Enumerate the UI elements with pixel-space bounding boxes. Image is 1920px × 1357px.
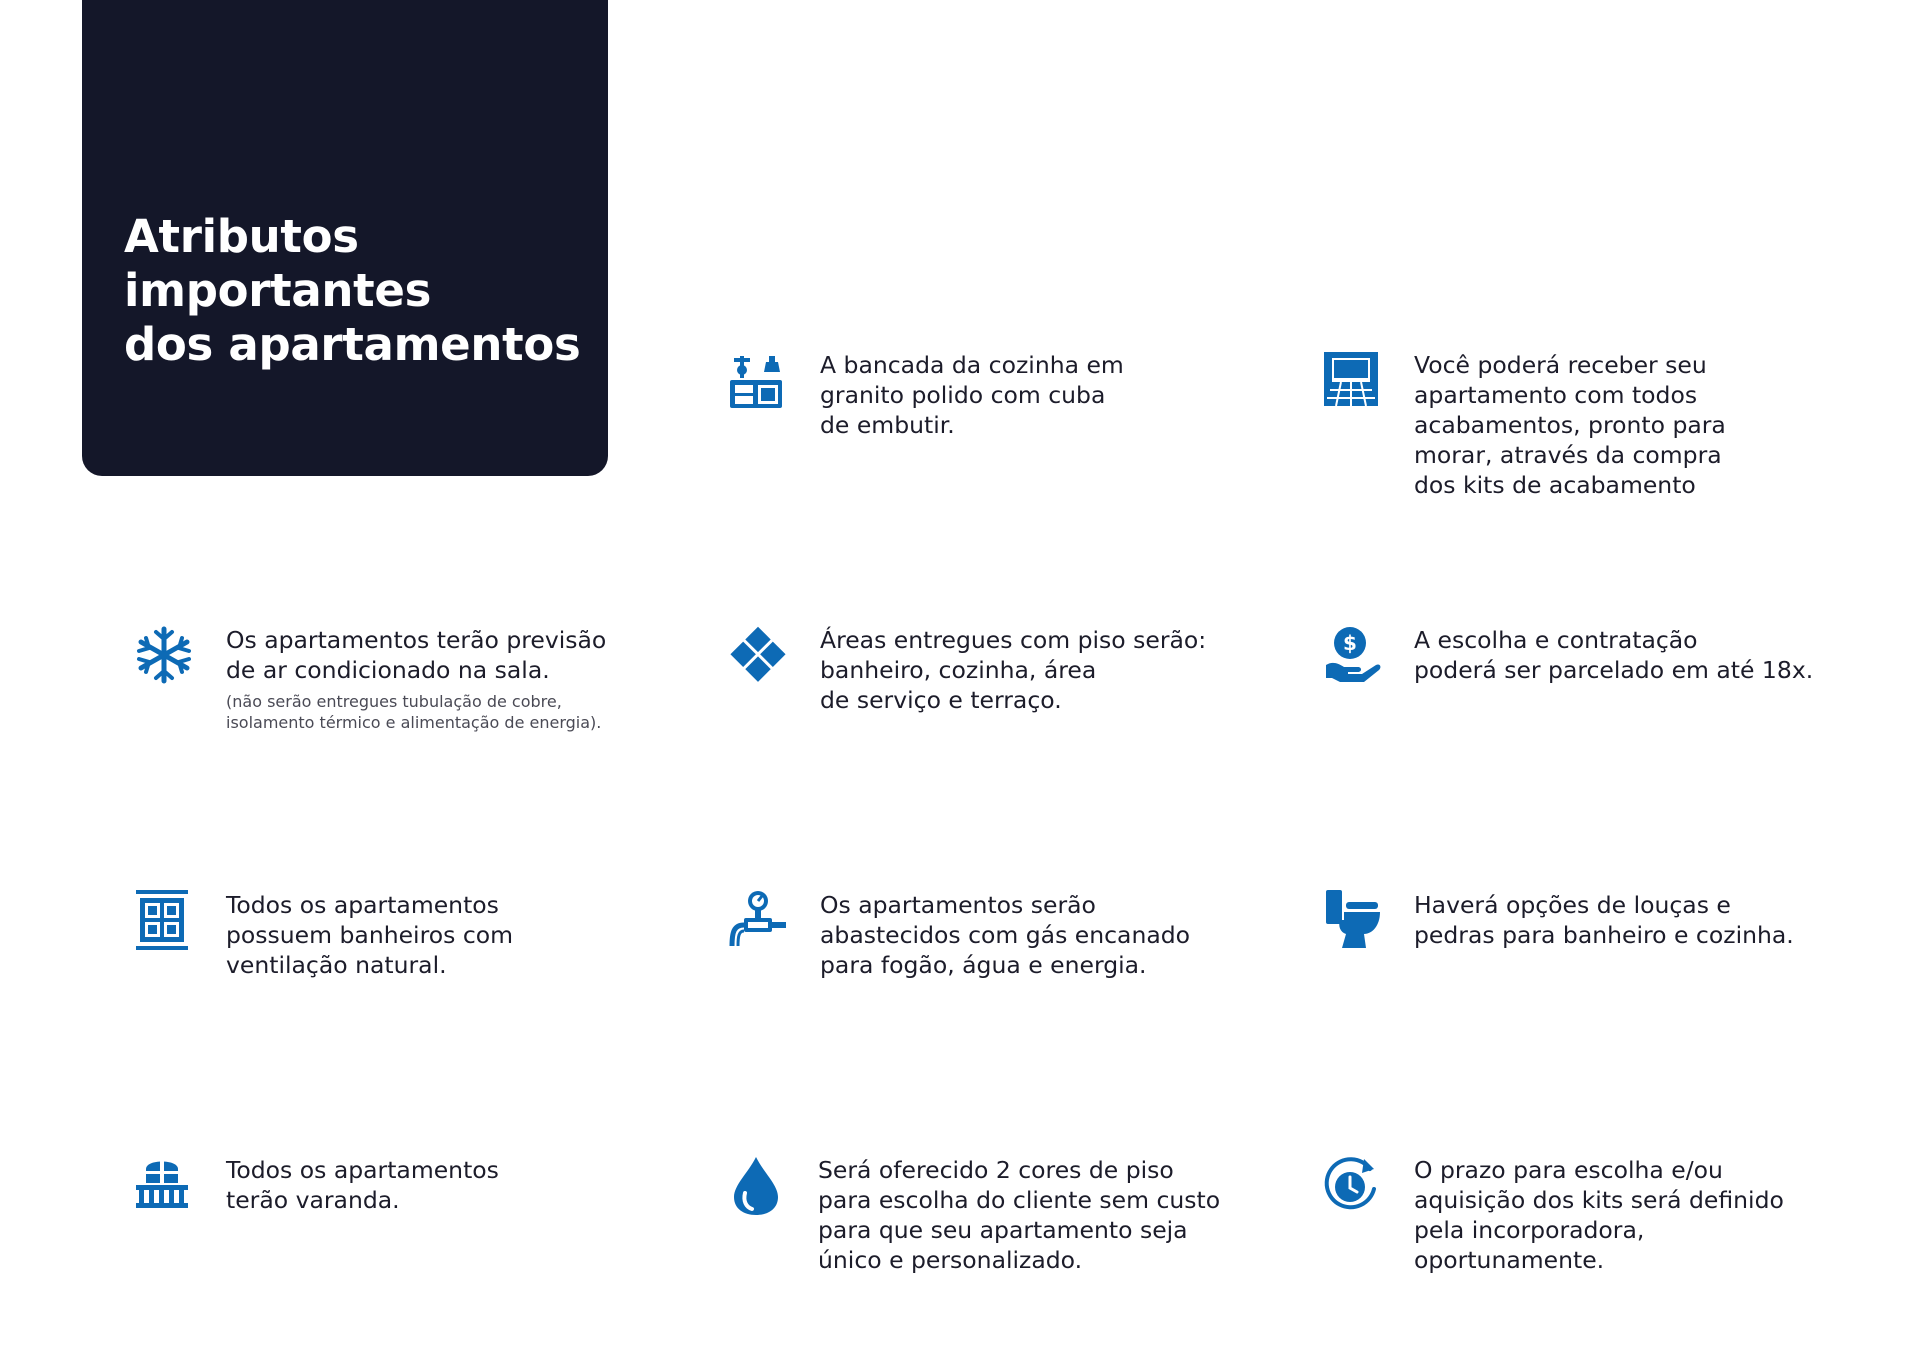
- title-card: [82, 0, 608, 476]
- floor-tiles-icon: [728, 625, 788, 685]
- feature-text: Todos os apartamentos possuem banheiros com ventilação natural.: [226, 891, 514, 979]
- title-line-1: Atributos: [124, 210, 359, 263]
- title-line-3: dos apartamentos: [124, 318, 581, 371]
- feature-text: Você poderá receber seu apartamento com todos acabamentos, pronto para morar, através da compra dos kits de acabamento: [1414, 351, 1726, 499]
- toilet-icon: [1322, 890, 1382, 950]
- water-drop-icon: [728, 1155, 788, 1215]
- feature-text: Áreas entregues com piso serão: banheiro, cozinha, área de serviço e terraço.: [820, 626, 1207, 714]
- feature-text: Haverá opções de louças e pedras para banheiro e cozinha.: [1414, 891, 1794, 949]
- money-hand-icon: [1322, 625, 1382, 685]
- feature-text: A bancada da cozinha em granito polido com cuba de embutir.: [820, 351, 1124, 439]
- clock-refresh-icon: [1322, 1155, 1382, 1215]
- finished-room-icon: [1322, 350, 1382, 410]
- feature-text: Será oferecido 2 cores de piso para escolha do cliente sem custo para que seu apartamento seja único e personalizado.: [818, 1156, 1221, 1274]
- feature-note: (não serão entregues tubulação de cobre, isolamento térmico e alimentação de energia).: [226, 692, 602, 732]
- gas-pipe-icon: [728, 890, 788, 950]
- feature-text: A escolha e contratação poderá ser parcelado em até 18x.: [1414, 626, 1814, 684]
- feature-text: Os apartamentos serão abastecidos com gás encanado para fogão, água e energia.: [820, 891, 1191, 979]
- feature-text: Os apartamentos terão previsão de ar condicionado na sala.: [226, 626, 607, 684]
- title-line-2: importantes: [124, 264, 432, 317]
- feature-text: O prazo para escolha e/ou aquisição dos kits será definido pela incorporadora, oportunamente.: [1414, 1156, 1784, 1274]
- balcony-icon: [134, 1155, 194, 1215]
- kitchen-counter-icon: [728, 350, 788, 410]
- svg-text:$: $: [1343, 631, 1357, 655]
- window-icon: [134, 890, 194, 950]
- feature-text: Todos os apartamentos terão varanda.: [226, 1156, 499, 1214]
- snowflake-icon: [134, 625, 194, 685]
